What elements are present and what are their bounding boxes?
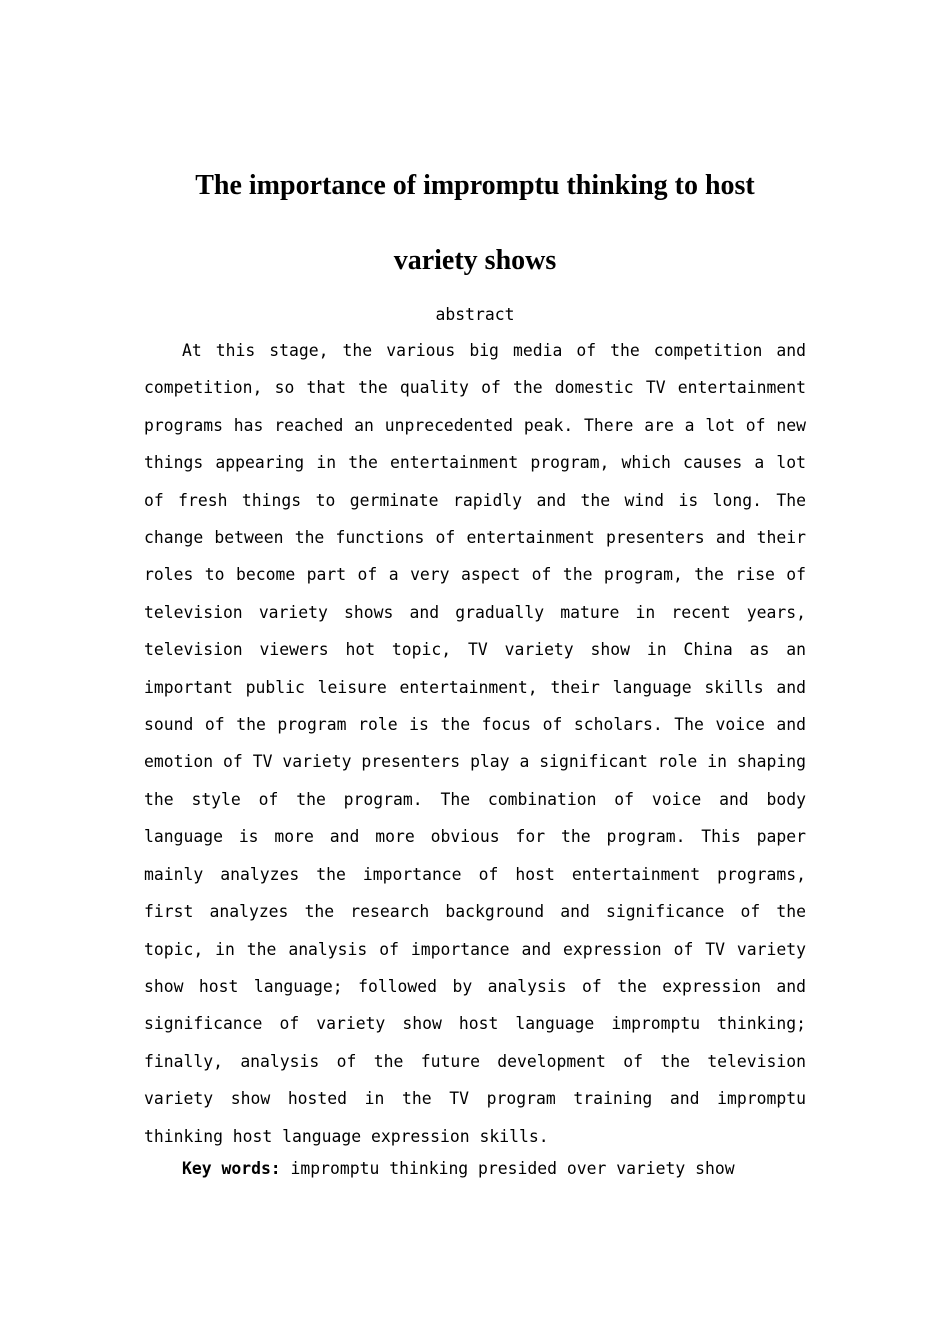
document-title-line-1: The importance of impromptu thinking to host (195, 170, 755, 201)
keywords-line (182, 1157, 806, 1181)
keywords-label: Key words: (182, 1159, 281, 1178)
keywords-text: impromptu thinking presided over variety show (280, 1159, 735, 1178)
document-title-line-2: variety shows (393, 245, 557, 276)
abstract-body: At this stage, the various big media of the competition and competition, so that the quality of the domestic TV entertainment programs has reached an unprecedented peak. There are a lot of new things appearing in the entertainment program, which causes a lot of fresh things to germinate rapidly and the wind is long. The change between the functions of entertainment presenters and their roles to become part of a very aspect of the program, the rise of television variety shows and gradually mature in recent years, television viewers hot topic, TV variety show in China as an important public leisure entertainment, their language skills and sound of the program role is the focus of scholars. The voice and emotion of TV variety presenters play a significant role in shaping the style of the program. The combination of voice and body language is more and more obvious for the program. This paper mainly analyzes the importance of host entertainment programs, first analyzes the research background and significance of the topic, in the analysis of importance and expression of TV variety show host language; followed by analysis of the expression and significance of variety show host language impromptu thinking; finally, analysis of the future development of the television variety show hosted in the TV program training and impromptu thinking host language expression skills. (144, 341, 806, 1146)
abstract-heading: abstract (435, 305, 515, 324)
